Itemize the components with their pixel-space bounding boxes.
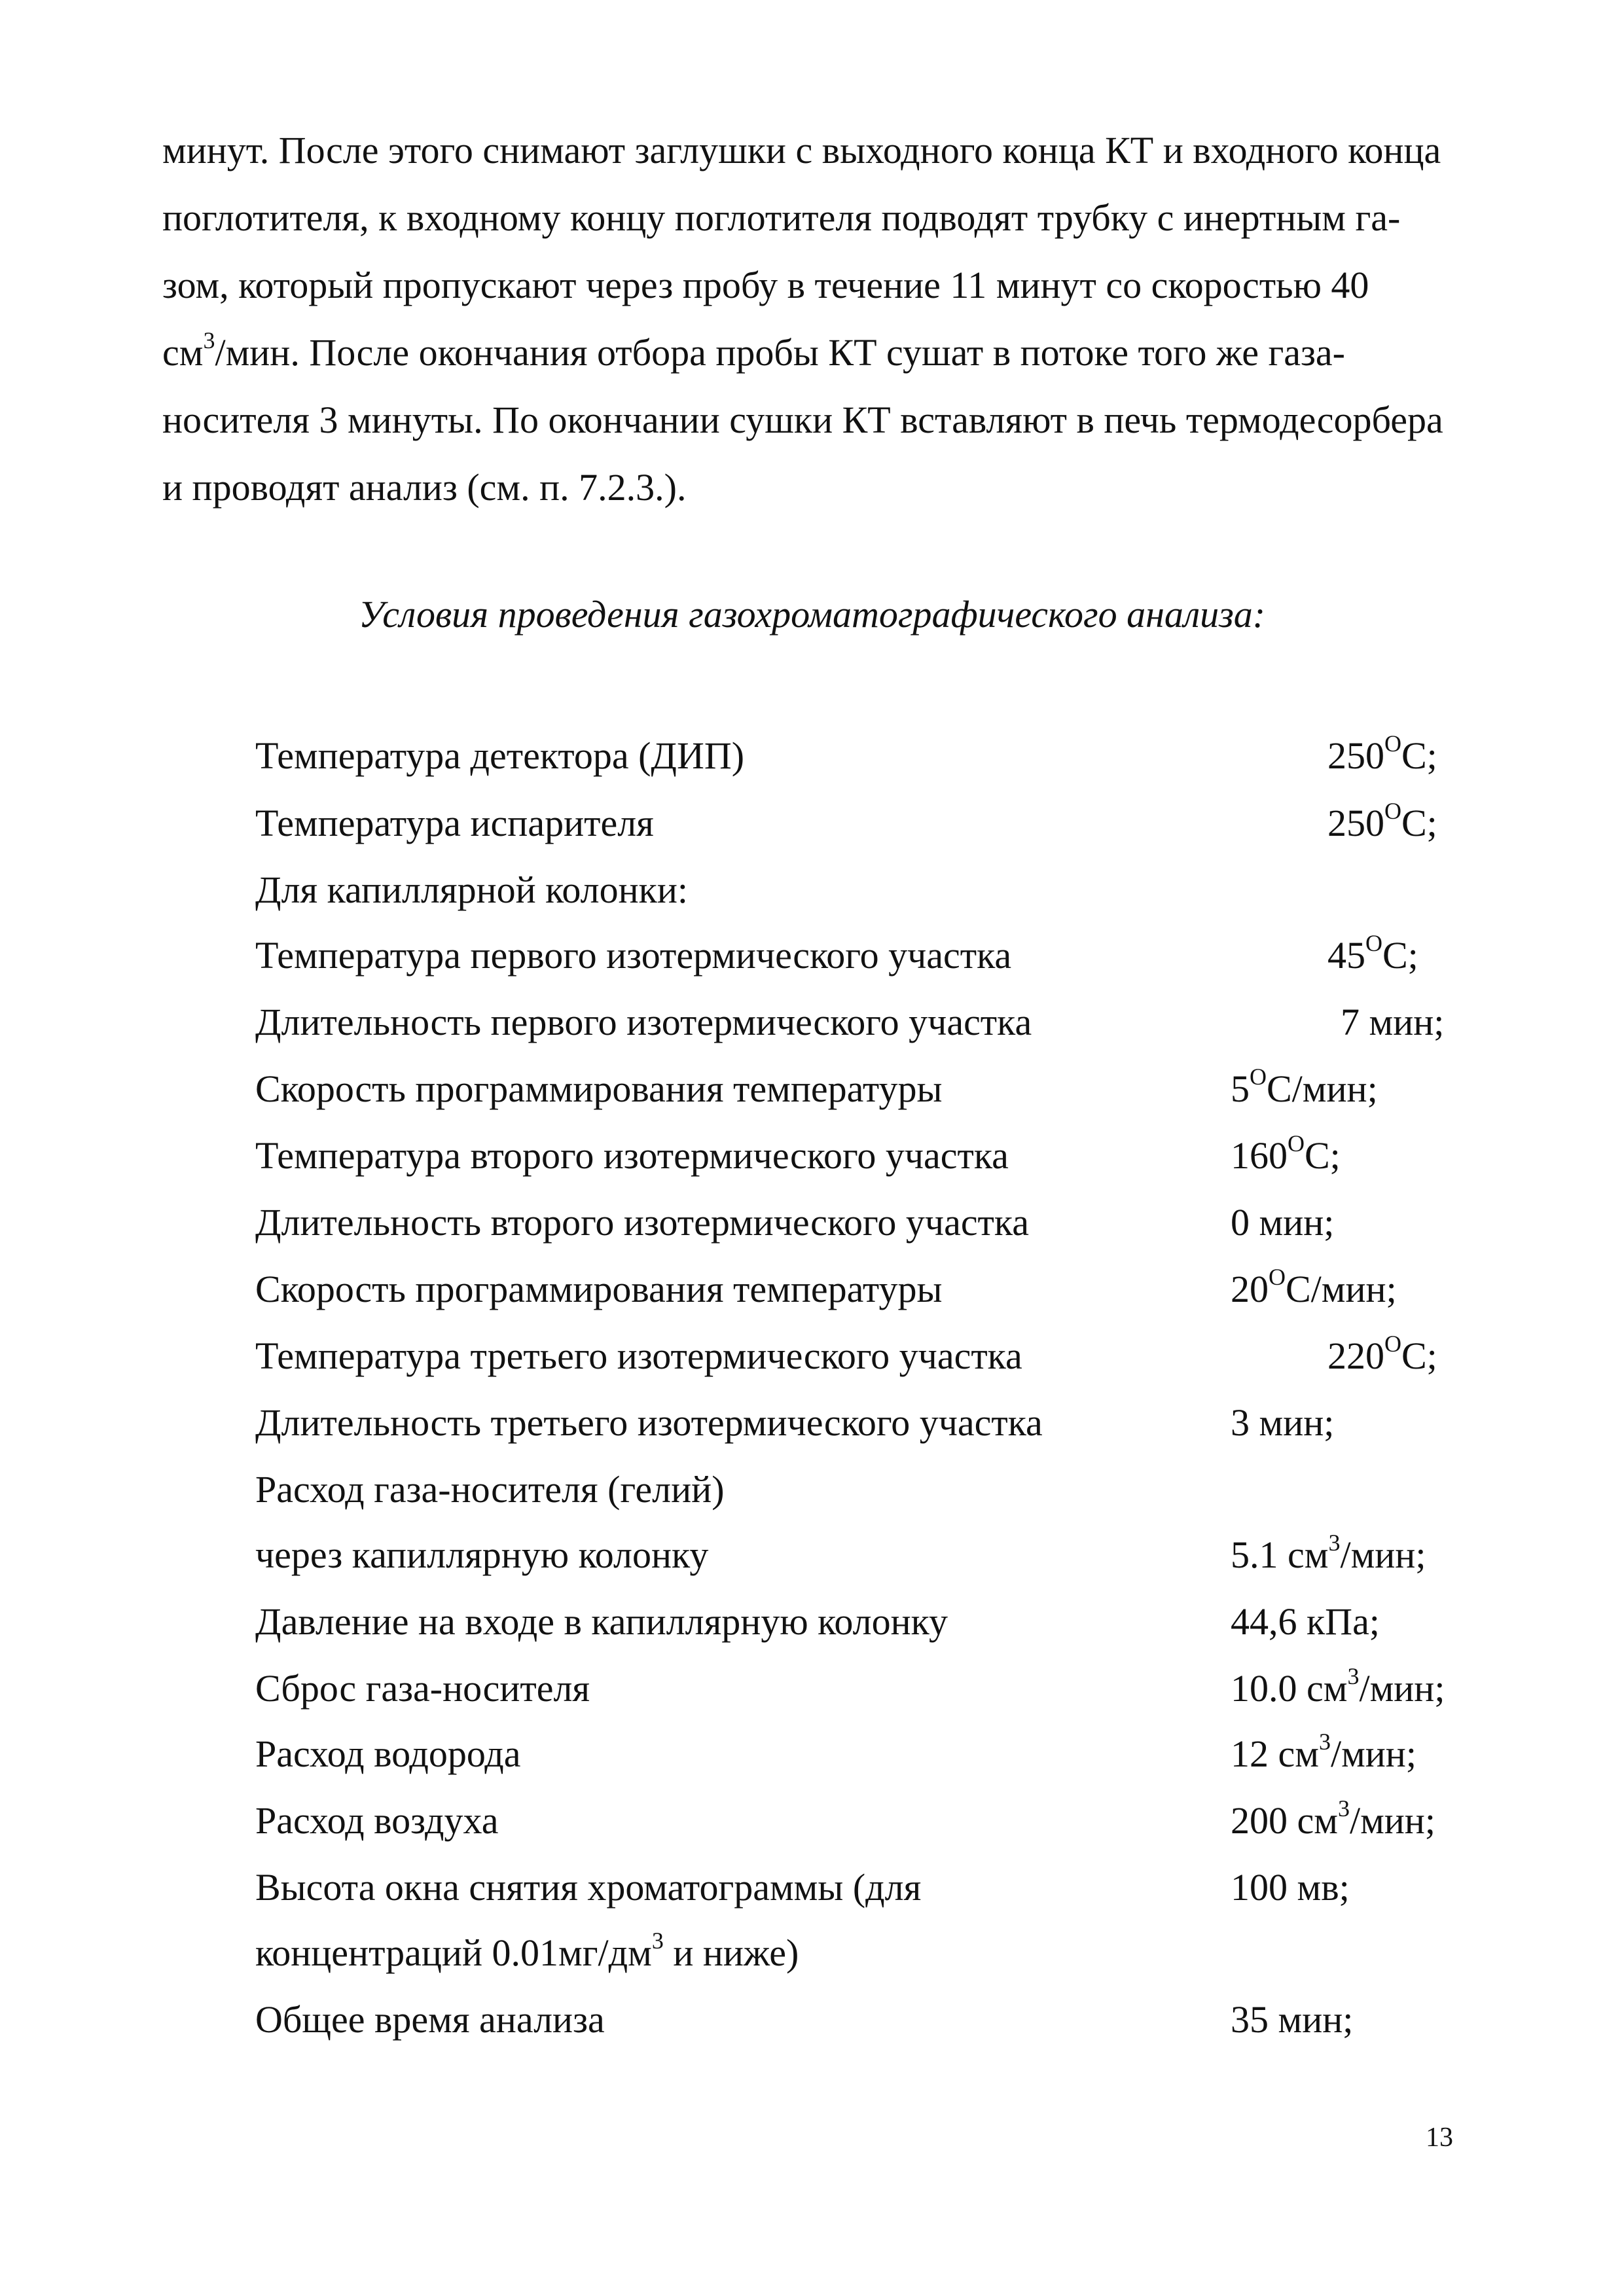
parameter-row [0, 1063, 1624, 1115]
parameter-row [0, 1662, 1624, 1715]
parameter-row [0, 996, 1624, 1049]
parameter-label: Длительность второго изотермического участка [255, 1201, 1029, 1244]
paragraph-line: и проводят анализ (см. п. 7.2.3.). [162, 466, 687, 509]
superscript: O [1288, 1130, 1305, 1157]
superscript: 3 [651, 1927, 664, 1954]
parameter-value: 100 мв; [1231, 1866, 1350, 1909]
parameter-label: Давление на входе в капиллярную колонку [255, 1600, 948, 1643]
parameter-value: 200 $см^3$/мин; [1231, 1795, 1435, 1842]
paragraph-line: $см^3$/мин. После окончания отбора пробы КТ сушат в потоке того же газа- [162, 327, 1345, 374]
parameter-value: 5.1 $см^3$/мин; [1231, 1529, 1426, 1576]
parameter-value: $250^OС$; [1327, 797, 1437, 844]
section-heading: Условия проведения газохроматографического анализа: [358, 593, 1266, 636]
parameter-label: концентраций $0.01мг/дм^3$ и ниже) [255, 1927, 799, 1974]
parameter-label: Для капиллярной колонки: [255, 869, 688, 911]
parameter-row [0, 864, 1624, 916]
parameter-row [0, 1397, 1624, 1449]
parameter-row [0, 730, 1624, 782]
parameter-value: 44,6 кПа; [1231, 1600, 1380, 1643]
page-number: 13 [1426, 2123, 1453, 2153]
parameter-value: 3 мин; [1231, 1401, 1335, 1444]
superscript: O [1250, 1063, 1267, 1090]
parameter-label: Общее время анализа [255, 1998, 605, 2041]
parameter-row [0, 1196, 1624, 1249]
parameter-value: $5^OС$/мин; [1231, 1063, 1378, 1110]
parameter-label: Расход газа-носителя (гелий) [255, 1468, 725, 1511]
superscript: 3 [203, 327, 215, 353]
superscript: 3 [1328, 1529, 1341, 1556]
parameter-value: $220^OС$; [1327, 1330, 1437, 1377]
parameter-row [0, 1263, 1624, 1316]
superscript: O [1269, 1263, 1286, 1290]
paragraph-line: поглотителя, к входному концу поглотителя подводят трубку с инертным га- [162, 196, 1401, 239]
parameter-label: Температура первого изотермического участка [255, 934, 1012, 977]
parameter-row [0, 1861, 1624, 1914]
superscript: O [1384, 1330, 1401, 1357]
parameter-value: 10.0 $см^3$/мин; [1231, 1662, 1445, 1710]
paragraph-line: носителя 3 минуты. По окончании сушки КТ вставляют в печь термодесорбера [162, 399, 1443, 441]
parameter-label: Температура испарителя [255, 802, 654, 844]
parameter-value: $20^OС$/мин; [1231, 1263, 1397, 1310]
parameter-row [0, 1596, 1624, 1648]
intro-paragraph [162, 117, 1471, 521]
parameter-label: Расход водорода [255, 1732, 521, 1775]
parameter-label: Сброс газа-носителя [255, 1667, 590, 1710]
parameter-value: 7 мин; [1341, 1001, 1445, 1043]
parameter-label: Длительность третьего изотермического участка [255, 1401, 1043, 1444]
parameter-row [0, 1795, 1624, 1847]
superscript: O [1384, 730, 1401, 757]
parameter-row [0, 1463, 1624, 1516]
parameter-row [0, 797, 1624, 850]
paragraph-line: минут. После этого снимают заглушки с выходного конца КТ и входного конца [162, 129, 1441, 171]
parameter-value: 35 мин; [1231, 1998, 1354, 2041]
paragraph-line: зом, который пропускают через пробу в течение 11 минут со скоростью 40 [162, 264, 1369, 306]
superscript: 3 [1347, 1662, 1360, 1689]
parameter-label: Высота окна снятия хроматограммы (для [255, 1866, 922, 1909]
parameter-row [0, 929, 1624, 982]
parameter-row [0, 1130, 1624, 1182]
parameter-row [0, 1994, 1624, 2046]
superscript: O [1365, 929, 1382, 956]
superscript: O [1384, 797, 1401, 824]
parameter-label: Скорость программирования температуры [255, 1268, 943, 1310]
parameter-label: Температура детектора (ДИП) [255, 734, 745, 777]
parameter-row [0, 1927, 1624, 1979]
parameter-label: Температура второго изотермического участка [255, 1134, 1009, 1177]
parameter-label: через капиллярную колонку [255, 1534, 709, 1576]
superscript: 3 [1337, 1795, 1350, 1821]
parameter-value: 12 $см^3$/мин; [1231, 1728, 1416, 1775]
parameter-label: Расход воздуха [255, 1799, 499, 1842]
parameter-value: $45^OС$; [1327, 929, 1418, 977]
parameter-label: Длительность первого изотермического участка [255, 1001, 1032, 1043]
parameter-value: 0 мин; [1231, 1201, 1335, 1244]
parameter-row [0, 1529, 1624, 1581]
parameter-value: $250^OС$; [1327, 730, 1437, 777]
parameter-row [0, 1728, 1624, 1780]
superscript: 3 [1318, 1728, 1331, 1755]
parameter-row [0, 1330, 1624, 1382]
parameter-label: Температура третьего изотермического участка [255, 1335, 1022, 1377]
parameter-label: Скорость программирования температуры [255, 1067, 943, 1110]
parameter-value: $160^OС$; [1231, 1130, 1341, 1177]
